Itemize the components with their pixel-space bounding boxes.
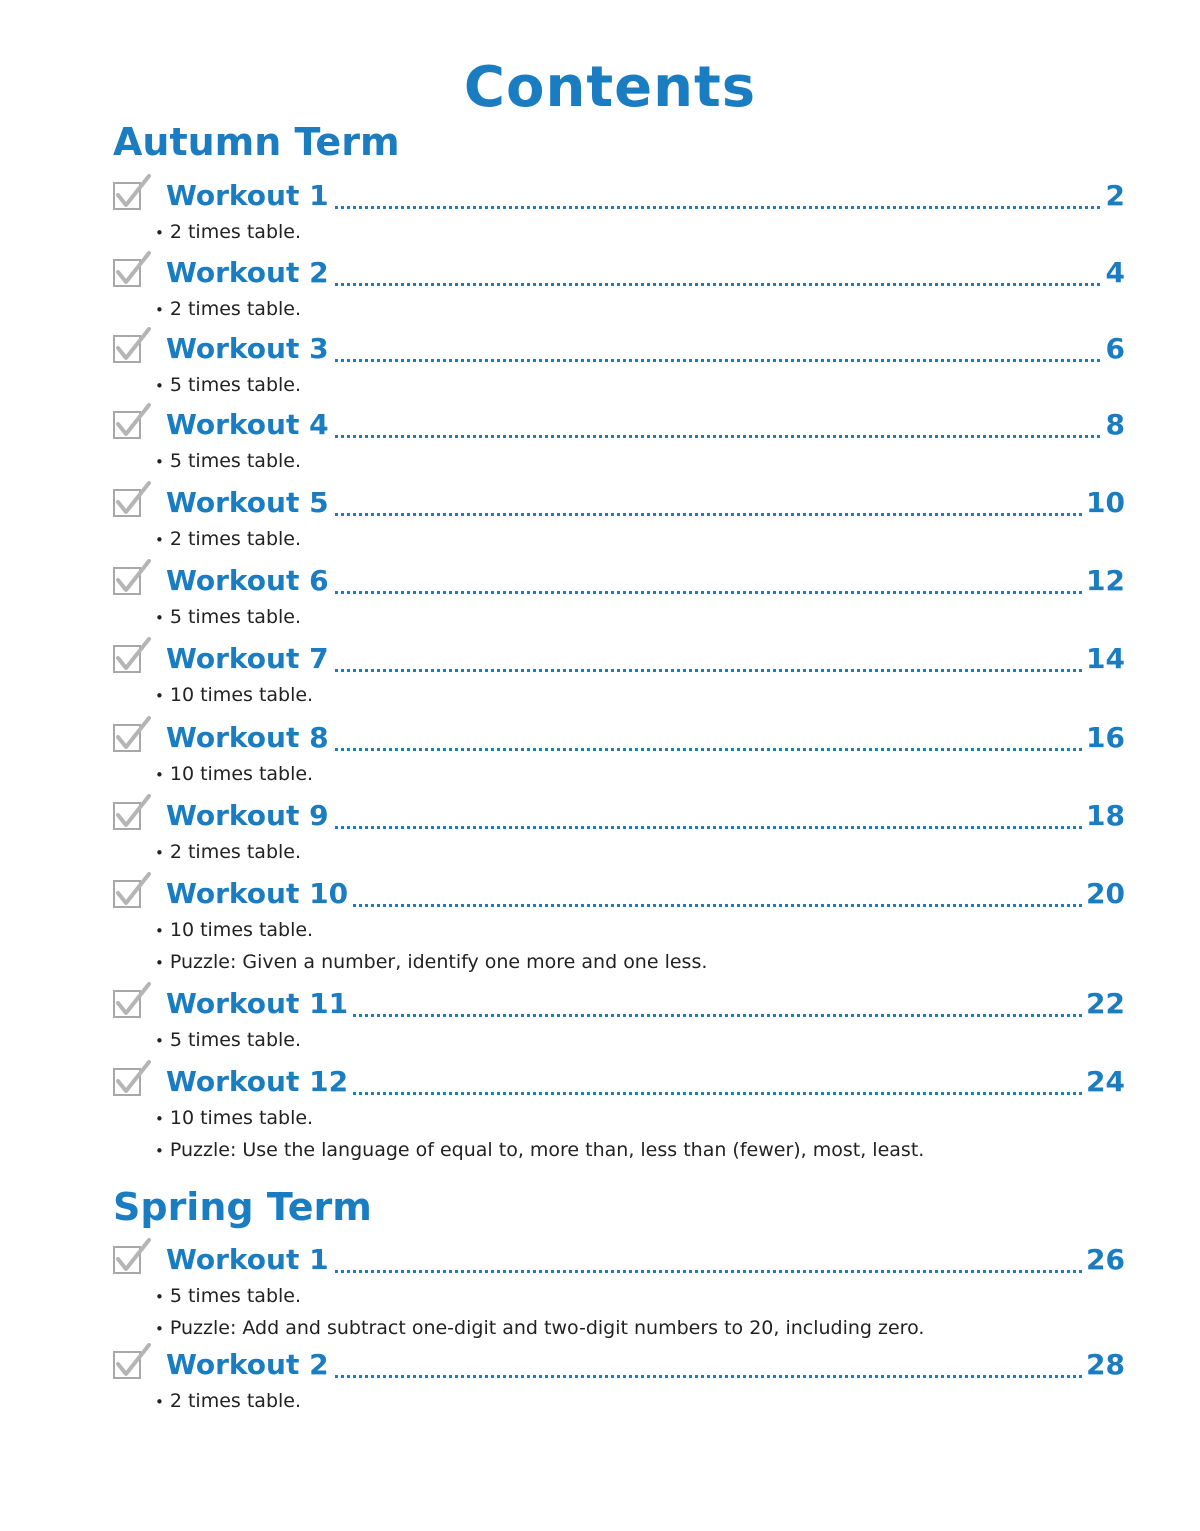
toc-entry-heading[interactable] [0,334,1200,374]
checkmark-icon [112,636,152,676]
page-number[interactable]: 12 [1082,564,1125,597]
page-number[interactable]: 4 [1102,256,1125,289]
topic-list [155,602,301,634]
toc-entry-heading[interactable] [0,488,1200,528]
page-number[interactable]: 16 [1082,721,1125,754]
page-title: Contents [463,55,757,120]
page-number[interactable]: 2 [1102,179,1125,212]
topic-list [155,1103,924,1167]
topic-item: • 5 times table. [155,1281,924,1313]
toc-entry-heading[interactable] [0,1245,1200,1285]
toc-entry-heading[interactable] [0,989,1200,1029]
topic-list [155,294,301,326]
checkmark-icon [112,981,152,1021]
topic-item: • 5 times table. [155,446,301,478]
topic-list [155,446,301,478]
topic-item: • 2 times table. [155,294,301,326]
topic-item: • Puzzle: Given a number, identify one more and one less. [155,947,707,979]
topic-item: • 2 times table. [155,524,301,556]
topic-item: • 2 times table. [155,1386,301,1418]
page-number[interactable]: 24 [1082,1065,1125,1098]
checkmark-icon [112,1342,152,1382]
topic-list [155,1386,301,1418]
dot-leader [310,1014,1125,1017]
checkmark-icon [112,250,152,290]
topic-list [155,217,301,249]
dot-leader [310,591,1125,594]
workout-title[interactable]: Workout 6 [166,564,333,597]
topic-item: • 5 times table. [155,602,301,634]
page-number[interactable]: 18 [1082,799,1125,832]
toc-entry-heading[interactable] [0,410,1200,450]
dot-leader [310,206,1125,209]
toc-entry-heading[interactable] [0,879,1200,919]
checkmark-icon [112,871,152,911]
page-number[interactable]: 8 [1102,408,1125,441]
page-number[interactable]: 14 [1082,642,1125,675]
topic-item: • 5 times table. [155,370,301,402]
topic-item: • 2 times table. [155,217,301,249]
workout-title[interactable]: Workout 1 [166,179,333,212]
toc-entry-heading[interactable] [0,1350,1200,1390]
dot-leader [310,904,1125,907]
topic-item: • 10 times table. [155,680,313,712]
topic-list [155,915,707,979]
page-number[interactable]: 28 [1082,1348,1125,1381]
workout-title[interactable]: Workout 8 [166,721,333,754]
topic-list [155,837,301,869]
page-number[interactable]: 6 [1102,332,1125,365]
page-number[interactable]: 22 [1082,987,1125,1020]
term-heading: Autumn Term [113,120,400,164]
dot-leader [310,826,1125,829]
checkmark-icon [112,480,152,520]
dot-leader [310,1092,1125,1095]
checkmark-icon [112,558,152,598]
checkmark-icon [112,402,152,442]
toc-entry-heading[interactable] [0,801,1200,841]
topic-item: • 5 times table. [155,1025,301,1057]
toc-entry-heading[interactable] [0,566,1200,606]
checkmark-icon [112,715,152,755]
workout-title[interactable]: Workout 12 [166,1065,352,1098]
workout-title[interactable]: Workout 1 [166,1243,333,1276]
checkmark-icon [112,1237,152,1277]
dot-leader [310,748,1125,751]
page-number[interactable]: 20 [1082,877,1125,910]
dot-leader [310,435,1125,438]
page-number[interactable]: 10 [1082,486,1125,519]
checkmark-icon [112,173,152,213]
dot-leader [310,513,1125,516]
topic-list [155,759,313,791]
topic-item: • Puzzle: Use the language of equal to, more than, less than (fewer), most, least. [155,1135,924,1167]
topic-list [155,1025,301,1057]
dot-leader [310,1270,1125,1273]
topic-item: • 10 times table. [155,915,707,947]
checkmark-icon [112,1059,152,1099]
workout-title[interactable]: Workout 2 [166,256,333,289]
toc-entry-heading[interactable] [0,723,1200,763]
topic-item: • 10 times table. [155,1103,924,1135]
workout-title[interactable]: Workout 9 [166,799,333,832]
topic-list [155,680,313,712]
workout-title[interactable]: Workout 7 [166,642,333,675]
workout-title[interactable]: Workout 2 [166,1348,333,1381]
checkmark-icon [112,326,152,366]
dot-leader [310,1375,1125,1378]
toc-entry-heading[interactable] [0,1067,1200,1107]
topic-list [155,524,301,556]
toc-entry-heading[interactable] [0,258,1200,298]
page-number[interactable]: 26 [1082,1243,1125,1276]
workout-title[interactable]: Workout 10 [166,877,352,910]
topic-list [155,1281,924,1345]
topic-item: • 2 times table. [155,837,301,869]
checkmark-icon [112,793,152,833]
term-heading: Spring Term [113,1185,372,1229]
dot-leader [310,669,1125,672]
topic-item: • Puzzle: Add and subtract one-digit and two-digit numbers to 20, including zero. [155,1313,924,1345]
workout-title[interactable]: Workout 4 [166,408,333,441]
topic-item: • 10 times table. [155,759,313,791]
workout-title[interactable]: Workout 5 [166,486,333,519]
workout-title[interactable]: Workout 3 [166,332,333,365]
dot-leader [310,359,1125,362]
topic-list [155,370,301,402]
toc-entry-heading[interactable] [0,644,1200,684]
workout-title[interactable]: Workout 11 [166,987,352,1020]
dot-leader [310,283,1125,286]
toc-entry-heading[interactable] [0,181,1200,221]
